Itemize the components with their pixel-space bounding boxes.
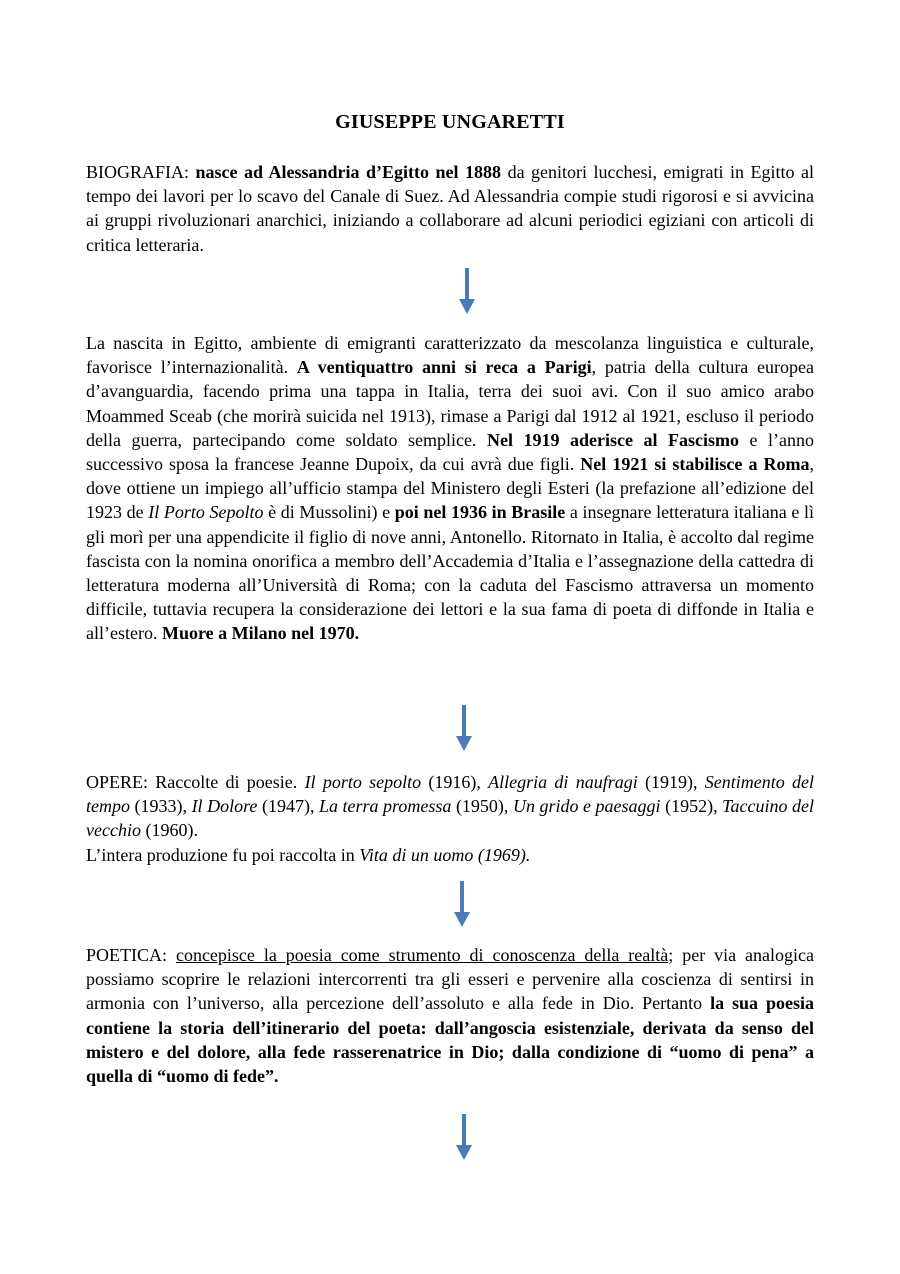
text-run: Sentimento del tempo	[86, 772, 814, 817]
text-run: (1960).	[140, 820, 198, 841]
text-run: OPERE: Raccolte di poesie.	[86, 772, 305, 792]
text-run: Muore a Milano nel 1970.	[161, 623, 360, 644]
text-run: BIOGRAFIA:	[86, 162, 196, 182]
text-run: (1933),	[130, 796, 192, 817]
text-run: Vita di un uomo (1969).	[359, 844, 531, 865]
text-run: Il Porto Sepolto	[148, 502, 264, 523]
arrow-down-icon	[458, 268, 476, 314]
text-run: , dove ottiene un impiego all’ufficio stampa del Ministero degli Esteri (la prefazione all’edizione del 1923 de	[86, 454, 814, 523]
text-run: , patria della cultura europea d’avanguardia, facendo prima una tappa in Italia, terra dei suoi avi. Con il suo amico arabo Moammed Sceab (che morirà suicida nel 1913), rimase a Parigi dal 1912 al 1921, escluso il periodo della guerra, partecipando come soldato semplice.	[86, 357, 814, 450]
text-run: (1952),	[660, 796, 723, 817]
text-run: e l’anno successivo sposa la francese Jeanne Dupoix, da cui avrà due figli.	[86, 429, 814, 475]
text-run: (1916),	[421, 772, 489, 792]
arrow-down-icon	[455, 705, 473, 751]
text-run: Il Dolore	[191, 796, 258, 817]
text-run: Taccuino del vecchio	[86, 796, 814, 841]
arrow-down-icon	[453, 881, 471, 927]
text-run: a insegnare letteratura italiana e lì gli morì per una appendicite il figlio di nove anni, Antonello. Ritornato in Italia, è accolto dal regime fascista con la nomina onorifica a membro dell’Accademia d’Italia e l’assegnazione della cattedra di letteratura moderna all’Università di Roma; con la caduta del Fascismo attraversa un momento difficile, tuttavia recupera la considerazione dei lettori e la sua fama di poeta di diffonde in Italia e all’estero.	[86, 502, 814, 644]
text-run: da genitori lucchesi, emigrati in Egitto al tempo dei lavori per lo scavo del Canale di Suez. Ad Alessandria compie studi rigorosi e si avvicina ai gruppi rivoluzionari anarchici, iniziando a collaborare ad alcuni periodici egiziani con articoli di critica letteraria.	[86, 162, 814, 255]
text-run: Nel 1919 aderisce al Fascismo	[486, 429, 739, 450]
text-run: Un grido e paesaggi	[512, 796, 661, 817]
text-run: L’intera produzione fu poi raccolta in	[86, 844, 360, 865]
text-run: POETICA:	[86, 945, 176, 965]
text-run: (1919),	[637, 772, 705, 792]
text-run: è di Mussolini) e	[263, 502, 395, 523]
text-run: La terra promessa	[318, 796, 452, 817]
text-run: (1947),	[257, 796, 319, 817]
section-vita	[86, 331, 814, 646]
text-run: concepisce la poesia come strumento di conoscenza della realtà	[175, 945, 669, 965]
text-run: ; per via analogica possiamo scoprire le relazioni intercorrenti tra gli esseri e pervenire alla coscienza di sentirsi in armonia con l’universo, alla percezione dell’assoluto e alla fede in Dio. Pertanto	[86, 945, 815, 1014]
text-run: (1950),	[451, 796, 513, 817]
text-run: La nascita in Egitto, ambiente di emigranti caratterizzato da mescolanza linguistica e culturale, favorisce l’internazionalità.	[86, 333, 814, 378]
section-biografia	[86, 160, 814, 257]
text-run: poi nel 1936 in Brasile	[394, 502, 566, 523]
section-opere	[86, 770, 814, 867]
text-run: Nel 1921 si stabilisce a Roma	[580, 454, 810, 475]
text-run: Il porto sepolto	[304, 772, 422, 792]
text-run: A ventiquattro anni si reca a Parigi	[296, 357, 592, 378]
text-run: Allegria di naufragi	[488, 772, 638, 792]
arrow-down-icon	[455, 1114, 473, 1160]
document-title: GIUSEPPE UNGARETTI	[335, 111, 565, 133]
text-run: nasce ad Alessandria d’Egitto nel 1888	[195, 162, 502, 182]
text-run: la sua poesia contiene la storia dell’itinerario del poeta: dall’angoscia esistenziale, derivata da senso del mistero e del dolore, alla fede rasserenatrice in Dio; dalla condizione di “uomo di pena” a quella di “uomo di fede”.	[86, 993, 814, 1087]
section-poetica	[86, 943, 814, 1088]
